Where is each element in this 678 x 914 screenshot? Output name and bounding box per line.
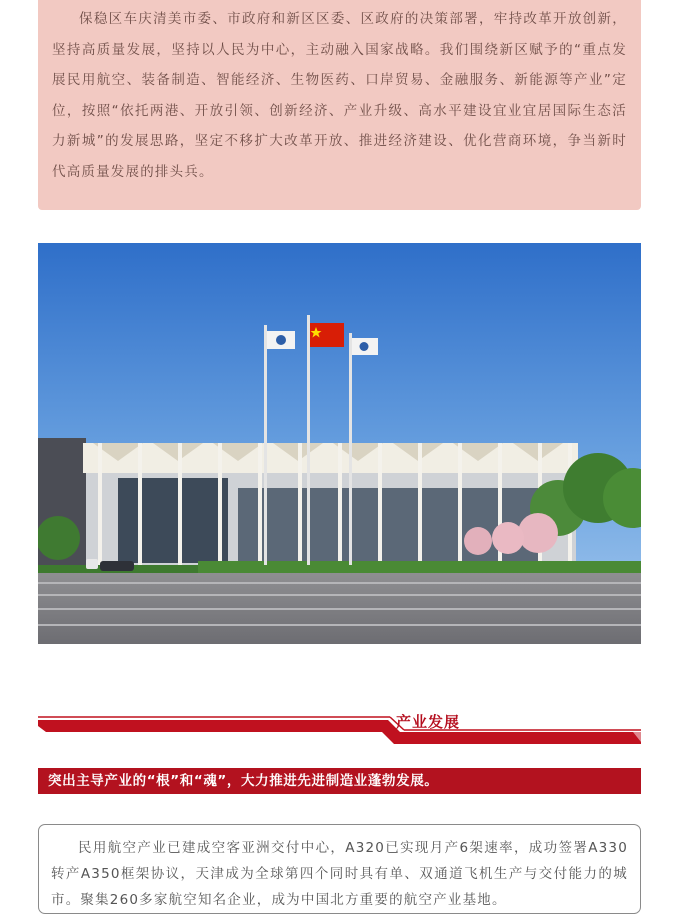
body-card (38, 824, 641, 914)
section-title-decoration (38, 708, 641, 748)
intro-card (38, 0, 641, 210)
building-photo (38, 243, 641, 644)
section-title: 产业发展 (396, 713, 461, 731)
highlight-banner: 突出主导产业的“根”和“魂”，大力推进先进制造业蓬勃发展。 (38, 768, 641, 794)
body-paragraph: 民用航空产业已建成空客亚洲交付中心，A320已实现月产6架速率，成功签署A330转产A350框架协议，天津成为全球第四个同时具有单、双通道飞机生产与交付能力的城市。聚集260多家航空知名企业，成为中国北方重要的航空产业基地。 (51, 840, 628, 908)
intro-paragraph: 保稳区车庆清美市委、市政府和新区区委、区政府的决策部署，牢持改革开放创新，坚持高质量发展，坚持以人民为中心，主动融入国家战略。我们围绕新区赋予的“重点发展民用航空、装备制造、智能经济、生物医药、口岸贸易、金融服务、新能源等产业”定位，按照“依托两港、开放引领、创新经济、产业升级、高水平建设宜业宜居国际生态活力新城”的发展思路，坚定不移扩大改革开放、推进经济建设、优化营商环境，争当新时代高质量发展的排头兵。 (52, 11, 627, 180)
